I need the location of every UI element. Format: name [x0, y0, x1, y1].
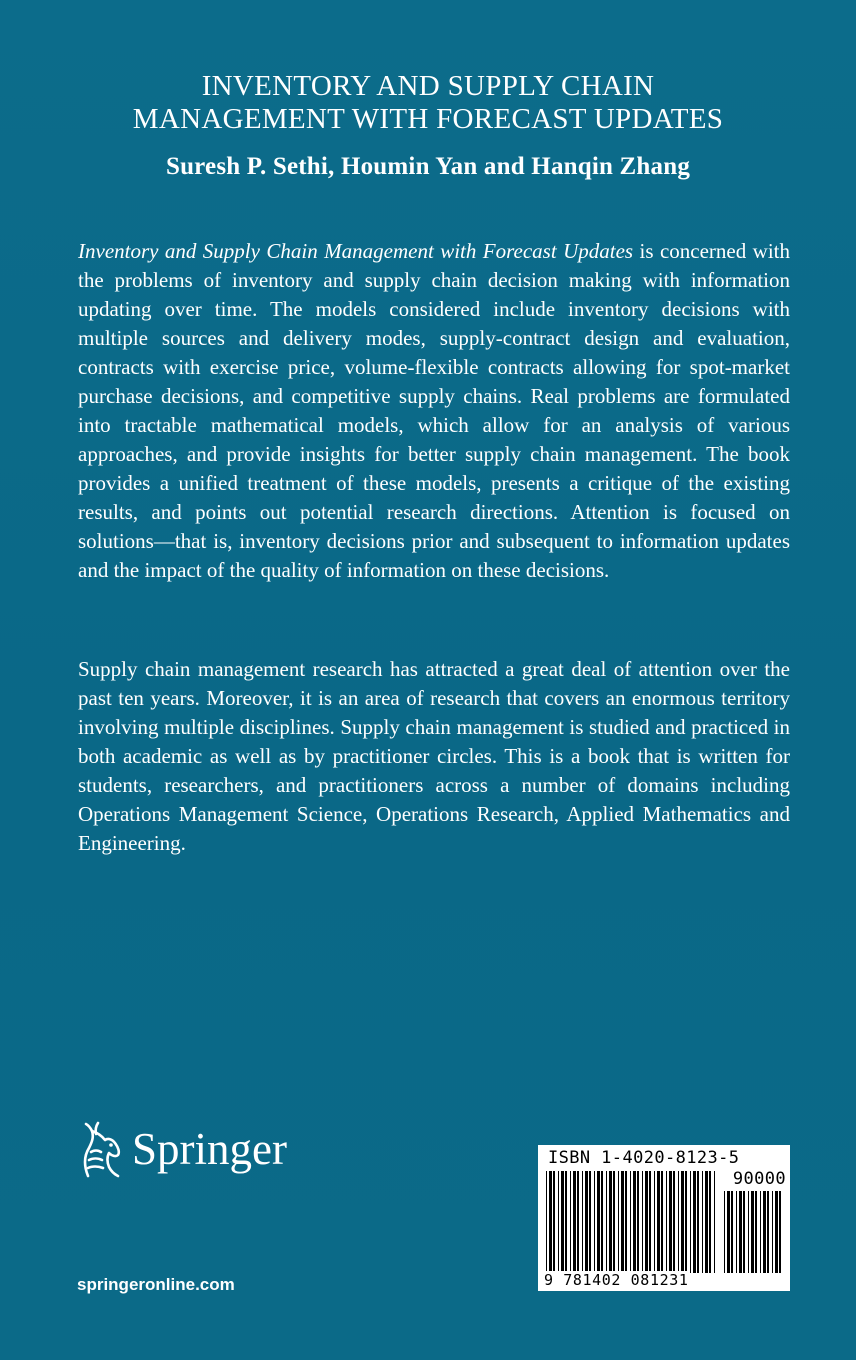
barcode-bar: [601, 1171, 603, 1273]
barcode-bar: [618, 1171, 619, 1273]
barcode-bar: [736, 1191, 737, 1273]
blurb-paragraph-1: [78, 237, 790, 585]
barcode-bar: [565, 1171, 567, 1273]
barcode-bar: [779, 1191, 781, 1273]
barcode-bar: [585, 1171, 588, 1273]
blurb-book-title: Inventory and Supply Chain Management with Forecast Updates: [78, 239, 634, 263]
barcode-bar: [649, 1171, 651, 1273]
barcode-bar: [645, 1171, 648, 1273]
barcode-bar: [613, 1171, 615, 1273]
barcode-bar: [633, 1171, 636, 1273]
barcode-bar: [681, 1171, 684, 1273]
barcode-bar: [751, 1191, 754, 1273]
barcode-bar: [558, 1171, 559, 1273]
isbn-barcode: [538, 1145, 790, 1291]
barcode-bar: [661, 1171, 663, 1273]
barcode-bar: [775, 1191, 778, 1273]
barcode-bar: [573, 1171, 576, 1273]
barcode-bar: [625, 1171, 627, 1273]
barcode-bar: [702, 1171, 703, 1273]
barcode-bar: [666, 1171, 667, 1273]
barcode-bar: [561, 1171, 564, 1273]
barcode-bar: [690, 1171, 691, 1273]
barcode-bar: [642, 1171, 643, 1273]
barcode-bar: [582, 1171, 583, 1273]
barcode-bar: [606, 1171, 607, 1273]
title-line-2: MANAGEMENT WITH FORECAST UPDATES: [132, 103, 724, 135]
price-addon-bars: [722, 1191, 784, 1273]
barcode-bar: [597, 1171, 600, 1273]
blurb-paragraph-1-text: is concerned with the problems of inventory and supply chain decision making with information updating over time. The models considered include inventory decisions with multiple sources and delivery modes, supply-contract design and evaluation, contracts with exercise price, volume-flexible contracts allowing for spot-market purchase decisions, and competitive supply chains. Real problems are formulated into tractable mathematical models, which allow for an analysis of various approaches, and provide insights for better supply chain management. The book provides a unified treatment of these models, presents a critique of the existing results, and points out potential research directions. Attention is focused on solutions—that is, inventory decisions prior and subsequent to information updates and the impact of the quality of information on these decisions.: [78, 239, 790, 582]
barcode-bar: [621, 1171, 624, 1273]
barcode-bar: [743, 1191, 745, 1273]
barcode-bar: [755, 1191, 757, 1273]
barcode-bar: [709, 1171, 711, 1273]
book-title: [40, 70, 816, 136]
springer-horse-icon: [74, 1120, 126, 1180]
barcode-bar: [731, 1191, 733, 1273]
ean-barcode-bars: [544, 1171, 718, 1273]
price-code: 90000: [732, 1169, 786, 1189]
barcode-bar: [705, 1171, 708, 1273]
barcode-bar: [654, 1171, 655, 1273]
barcode-bar: [546, 1171, 547, 1273]
barcode-bar: [549, 1171, 552, 1273]
ean-number: 9 781402 081231: [544, 1271, 689, 1289]
barcode-bar: [669, 1171, 672, 1273]
barcode-bar: [739, 1191, 742, 1273]
springer-logo: [74, 1120, 324, 1180]
barcode-bar: [714, 1171, 715, 1273]
barcode-bar: [609, 1171, 612, 1273]
barcode-bar: [553, 1171, 555, 1273]
barcode-bar: [767, 1191, 769, 1273]
blurb-paragraph-2: Supply chain management research has attracted a great deal of attention over the past ten years. Moreover, it is an area of research that covers an enormous territory involving multiple disciplines. Supply chain management is studied and practiced in both academic as well as by practitioner circles. This is a book that is written for students, researchers, and practitioners across a number of domains including Operations Management Science, Operations Research, Applied Mathematics and Engineering.: [78, 657, 790, 855]
springer-wordmark: Springer: [132, 1124, 287, 1174]
barcode-bar: [727, 1191, 730, 1273]
barcode-bar: [678, 1171, 679, 1273]
barcode-bar: [594, 1171, 595, 1273]
authors: Suresh P. Sethi, Houmin Yan and Hanqin Zhang: [165, 153, 691, 180]
barcode-bar: [693, 1171, 696, 1273]
title-line-1: INVENTORY AND SUPPLY CHAIN: [201, 70, 655, 102]
barcode-bar: [763, 1191, 766, 1273]
barcode-bar: [724, 1191, 725, 1273]
barcode-bar: [772, 1191, 773, 1273]
barcode-bar: [570, 1171, 571, 1273]
barcode-bar: [673, 1171, 675, 1273]
barcode-bar: [637, 1171, 639, 1273]
barcode-bar: [685, 1171, 687, 1273]
barcode-bar: [697, 1171, 699, 1273]
barcode-bar: [748, 1191, 749, 1273]
barcode-bar: [657, 1171, 660, 1273]
barcode-bar: [760, 1191, 761, 1273]
barcode-bar: [630, 1171, 631, 1273]
publisher-website: springeronline.com: [77, 1275, 235, 1294]
barcode-bar: [589, 1171, 591, 1273]
isbn-label: ISBN 1-4020-8123-5: [548, 1148, 740, 1168]
barcode-bar: [577, 1171, 579, 1273]
